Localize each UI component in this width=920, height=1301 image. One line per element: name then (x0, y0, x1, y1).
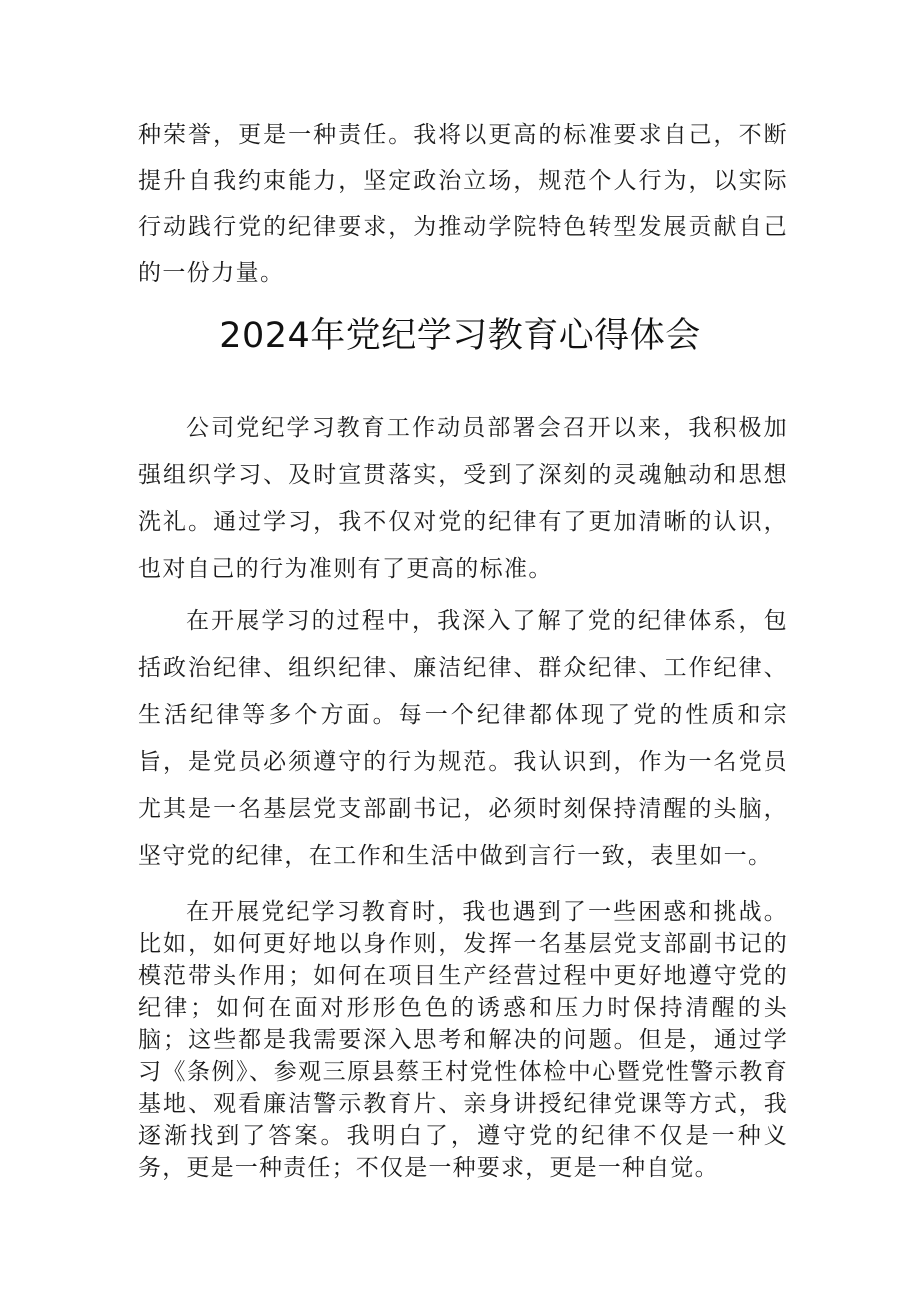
body-paragraph-1: 公司党纪学习教育工作动员部署会召开以来，我积极加强组织学习、及时宣贯落实，受到了深刻的灵魂触动和思想洗礼。通过学习，我不仅对党的纪律有了更加清晰的认识，也对自己的行为准则有了更高的标准。 (138, 415, 788, 582)
intro-paragraph: 种荣誉，更是一种责任。我将以更高的标准要求自己，不断提升自我约束能力，坚定政治立场，规范个人行为，以实际行动践行党的纪律要求，为推动学院特色转型发展贡献自己的一份力量。 (138, 122, 788, 286)
body-paragraph-2: 在开展学习的过程中，我深入了解了党的纪律体系，包括政治纪律、组织纪律、廉洁纪律、群众纪律、工作纪律、生活纪律等多个方面。每一个纪律都体现了党的性质和宗旨，是党员必须遵守的行为规范。我认识到，作为一名党员尤其是一名基层党支部副书记，必须时刻保持清醒的头脑，坚守党的纪律，在工作和生活中做到言行一致，表里如一。 (138, 608, 788, 869)
body-paragraph-3: 在开展党纪学习教育时，我也遇到了一些困惑和挑战。比如，如何更好地以身作则，发挥一名基层党支部副书记的模范带头作用；如何在项目生产经营过程中更好地遵守党的纪律；如何在面对形形色色的诱惑和压力时保持清醒的头脑；这些都是我需要深入思考和解决的问题。但是，通过学习《条例》、参观三原县蔡王村党性体检中心暨党性警示教育基地、观看廉洁警示教育片、亲身讲授纪律党课等方式，我逐渐找到了答案。我明白了，遵守党的纪律不仅是一种义务，更是一种责任；不仅是一种要求，更是一种自觉。 (138, 899, 788, 1181)
document-title: 2024年党纪学习教育心得体会 (219, 316, 701, 356)
